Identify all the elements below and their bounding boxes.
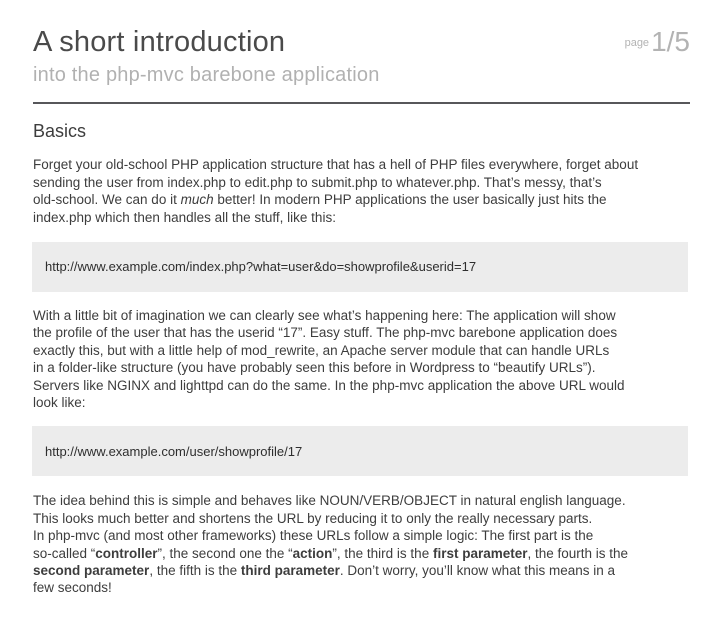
page-subtitle: into the php-mvc barebone application bbox=[33, 63, 380, 86]
paragraph-url-logic: The idea behind this is simple and behaves like NOUN/VERB/OBJECT in natural english language. This looks much better and shortens the URL by reducing it to only the really necessary parts. In php-mvc (and most other frameworks) these URLs follow a simple logic: The first part is the so-called “controller”, the second one the “action”, the third is the first parameter, the fourth is the second parameter, the fifth is the third parameter. Don’t worry, you’ll know what this means in a few seconds! bbox=[33, 493, 629, 596]
title-row bbox=[33, 25, 690, 60]
page-indicator bbox=[625, 26, 690, 58]
page-indicator-label: page bbox=[624, 37, 650, 49]
paragraph-intro: Forget your old-school PHP application structure that has a hell of PHP files everywhere, forget about sending the user from index.php to edit.php to submit.php to whatever.php. That’s messy, that’s old-school. We can do it much better! In modern PHP applications the user basically just hits the index.php which then handles all the stuff, like this: bbox=[33, 157, 639, 225]
url-example-old-style-text: http://www.example.com/index.php?what=user&do=showprofile&userid=17 bbox=[45, 259, 477, 275]
url-example-clean-style-text: http://www.example.com/user/showprofile/17 bbox=[45, 443, 303, 459]
section-heading: Basics bbox=[33, 120, 87, 141]
header-divider bbox=[33, 102, 690, 104]
url-example-old-style bbox=[32, 242, 688, 292]
basics-section bbox=[33, 120, 690, 597]
url-example-clean-style bbox=[32, 426, 688, 476]
page-indicator-number: 1/5 bbox=[651, 26, 690, 57]
paragraph-explanation: With a little bit of imagination we can clearly see what’s happening here: The application will show the profile of the user that has the userid “17”. Easy stuff. The php-mvc barebone application does exactly this, but with a little help of mod_rewrite, an Apache server module that can handle URLs in a folder-like structure (you have probably seen this before in Wordpress to “beautify URLs”). Servers like NGINX and lighttpd can do the same. In the php-mvc application the above URL would look like: bbox=[33, 307, 625, 410]
page-title: A short introduction bbox=[33, 26, 286, 58]
page-header bbox=[33, 25, 690, 87]
